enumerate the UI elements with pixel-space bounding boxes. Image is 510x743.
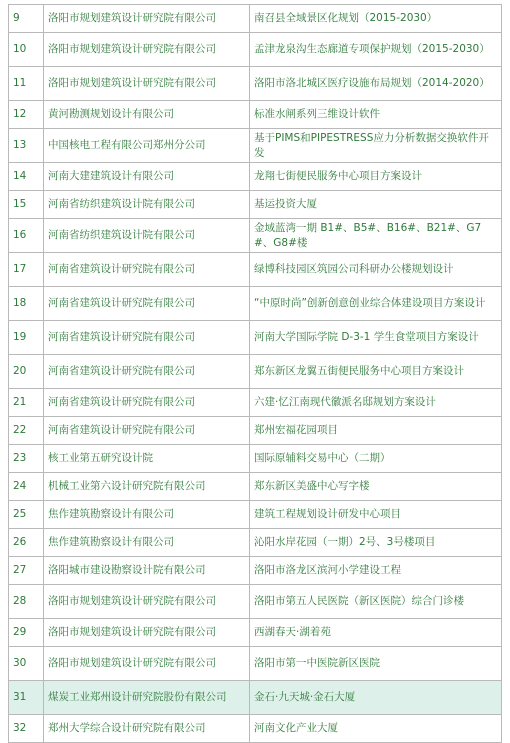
organization-cell: 洛阳市规划建筑设计研究院有限公司 <box>44 585 250 619</box>
organization-cell: 焦作建筑勘察设计有限公司 <box>44 501 250 529</box>
row-number: 13 <box>9 129 44 163</box>
organization-cell: 洛阳市规划建筑设计研究院有限公司 <box>44 5 250 33</box>
organization-cell: 郑州大学综合设计研究院有限公司 <box>44 715 250 743</box>
organization-cell: 中国核电工程有限公司郑州分公司 <box>44 129 250 163</box>
project-cell: 国际原辅料交易中心（二期） <box>250 445 502 473</box>
project-cell: 标准水闸系列三维设计软件 <box>250 101 502 129</box>
organization-cell: 洛阳市规划建筑设计研究院有限公司 <box>44 647 250 681</box>
project-cell: 河南大学国际学院 D-3-1 学生食堂项目方案设计 <box>250 321 502 355</box>
award-table <box>8 4 502 743</box>
row-number: 23 <box>9 445 44 473</box>
organization-cell: 河南省建筑设计研究院有限公司 <box>44 417 250 445</box>
row-number: 26 <box>9 529 44 557</box>
row-number: 14 <box>9 163 44 191</box>
project-cell: 洛阳市洛北城区医疗设施布局规划（2014-2020） <box>250 67 502 101</box>
row-number: 20 <box>9 355 44 389</box>
row-number: 25 <box>9 501 44 529</box>
table-row <box>9 67 502 101</box>
project-cell: 基运投资大厦 <box>250 191 502 219</box>
organization-cell: 河南省建筑设计研究院有限公司 <box>44 287 250 321</box>
row-number: 28 <box>9 585 44 619</box>
row-number: 29 <box>9 619 44 647</box>
row-number: 24 <box>9 473 44 501</box>
table-body <box>9 5 502 743</box>
row-number: 22 <box>9 417 44 445</box>
organization-cell: 河南大建建筑设计有限公司 <box>44 163 250 191</box>
table-row <box>9 389 502 417</box>
table-row-highlighted <box>9 681 502 715</box>
project-cell: 河南文化产业大厦 <box>250 715 502 743</box>
row-number: 11 <box>9 67 44 101</box>
row-number: 19 <box>9 321 44 355</box>
project-cell: “中原时尚”创新创意创业综合体建设项目方案设计 <box>250 287 502 321</box>
project-cell: 洛阳市洛龙区滨河小学建设工程 <box>250 557 502 585</box>
organization-cell: 煤炭工业郑州设计研究院股份有限公司 <box>44 681 250 715</box>
project-cell: 绿博科技园区筑园公司科研办公楼规划设计 <box>250 253 502 287</box>
table-row <box>9 219 502 253</box>
row-number: 15 <box>9 191 44 219</box>
row-number: 9 <box>9 5 44 33</box>
organization-cell: 河南省纺织建筑设计院有限公司 <box>44 219 250 253</box>
table-row <box>9 619 502 647</box>
project-cell: 沁阳水岸花园（一期）2号、3号楼项目 <box>250 529 502 557</box>
organization-cell: 河南省建筑设计研究院有限公司 <box>44 253 250 287</box>
table-row <box>9 163 502 191</box>
table-row <box>9 253 502 287</box>
table-row <box>9 287 502 321</box>
project-cell: 金石·九天城·金石大厦 <box>250 681 502 715</box>
project-cell: 洛阳市第一中医院新区医院 <box>250 647 502 681</box>
row-number: 16 <box>9 219 44 253</box>
project-cell: 南召县全域景区化规划（2015-2030） <box>250 5 502 33</box>
organization-cell: 洛阳市规划建筑设计研究院有限公司 <box>44 619 250 647</box>
table-row <box>9 529 502 557</box>
project-cell: 西湖春天·湖着苑 <box>250 619 502 647</box>
table-row <box>9 355 502 389</box>
organization-cell: 河南省建筑设计研究院有限公司 <box>44 321 250 355</box>
table-row <box>9 715 502 743</box>
table-row <box>9 129 502 163</box>
table-row <box>9 101 502 129</box>
row-number: 21 <box>9 389 44 417</box>
row-number: 31 <box>9 681 44 715</box>
project-cell: 建筑工程规划设计研发中心项目 <box>250 501 502 529</box>
organization-cell: 河南省建筑设计研究院有限公司 <box>44 355 250 389</box>
row-number: 30 <box>9 647 44 681</box>
project-cell: 基于PIMS和PIPESTRESS应力分析数据交换软件开发 <box>250 129 502 163</box>
table-row <box>9 557 502 585</box>
project-cell: 洛阳市第五人民医院（新区医院）综合门诊楼 <box>250 585 502 619</box>
project-cell: 郑州宏福花园项目 <box>250 417 502 445</box>
table-row <box>9 501 502 529</box>
project-cell: 郑东新区美盛中心写字楼 <box>250 473 502 501</box>
table-row <box>9 417 502 445</box>
table-row <box>9 445 502 473</box>
organization-cell: 洛阳市规划建筑设计研究院有限公司 <box>44 67 250 101</box>
row-number: 27 <box>9 557 44 585</box>
table-row <box>9 585 502 619</box>
table-row <box>9 5 502 33</box>
organization-cell: 焦作建筑勘察设计有限公司 <box>44 529 250 557</box>
organization-cell: 机械工业第六设计研究院有限公司 <box>44 473 250 501</box>
organization-cell: 洛阳市规划建筑设计研究院有限公司 <box>44 33 250 67</box>
table-row <box>9 33 502 67</box>
organization-cell: 河南省纺织建筑设计院有限公司 <box>44 191 250 219</box>
organization-cell: 洛阳城市建设勘察设计院有限公司 <box>44 557 250 585</box>
project-cell: 金域蓝湾一期 B1#、B5#、B16#、B21#、G7#、G8#楼 <box>250 219 502 253</box>
table-row <box>9 647 502 681</box>
project-cell: 郑东新区龙翼五街便民服务中心项目方案设计 <box>250 355 502 389</box>
table-row <box>9 473 502 501</box>
organization-cell: 黄河勘测规划设计有限公司 <box>44 101 250 129</box>
organization-cell: 核工业第五研究设计院 <box>44 445 250 473</box>
organization-cell: 河南省建筑设计研究院有限公司 <box>44 389 250 417</box>
table-row <box>9 191 502 219</box>
project-cell: 六建·忆江南现代徽派名邸规划方案设计 <box>250 389 502 417</box>
project-cell: 孟津龙泉沟生态廊道专项保护规划（2015-2030） <box>250 33 502 67</box>
row-number: 32 <box>9 715 44 743</box>
project-cell: 龙翔七街便民服务中心项目方案设计 <box>250 163 502 191</box>
row-number: 17 <box>9 253 44 287</box>
row-number: 18 <box>9 287 44 321</box>
row-number: 12 <box>9 101 44 129</box>
row-number: 10 <box>9 33 44 67</box>
table-row <box>9 321 502 355</box>
